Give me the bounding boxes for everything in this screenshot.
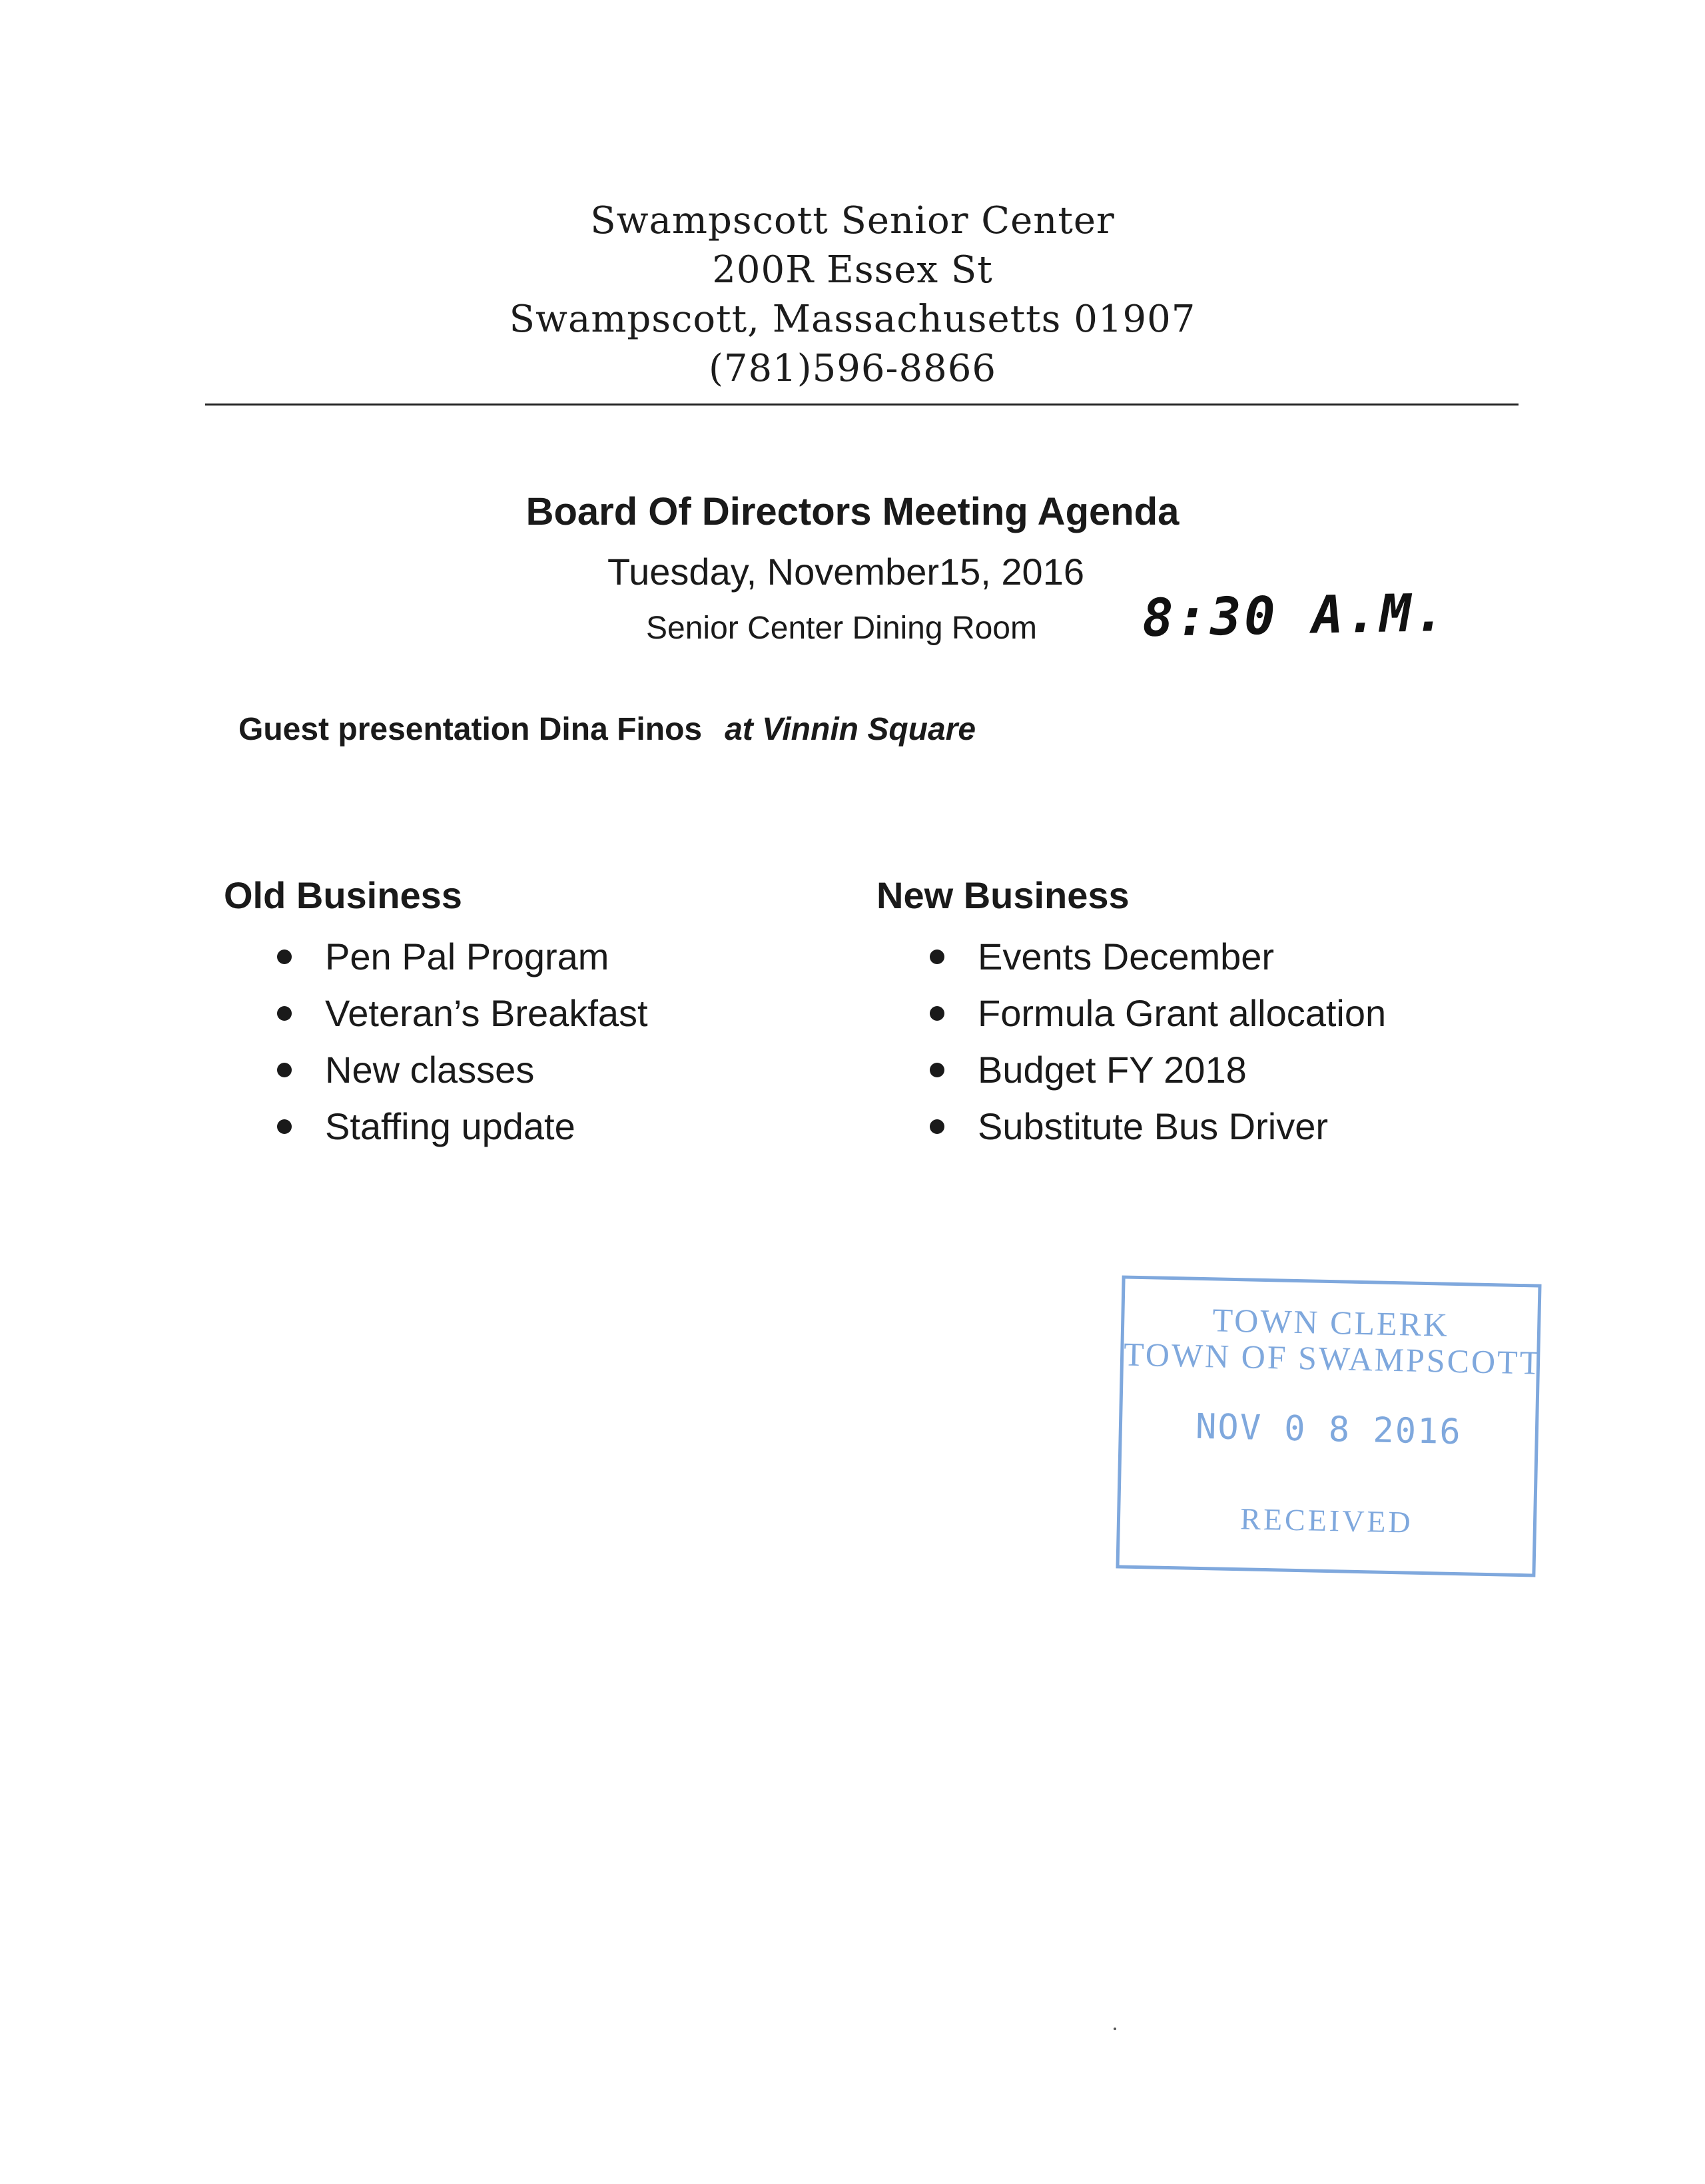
bullet-icon (277, 950, 292, 964)
guest-label: Guest presentation Dina Finos (238, 712, 703, 747)
list-item (224, 928, 648, 985)
city-state-zip: Swampscott, Massachusetts 01907 (509, 298, 1196, 341)
list-item-label: New classes (325, 1049, 535, 1091)
organization-name: Swampscott Senior Center (590, 199, 1115, 242)
list-item-label: Pen Pal Program (325, 936, 609, 977)
bullet-icon (930, 950, 944, 964)
new-business-heading: New Business (876, 874, 1130, 916)
stamp-date: NOV 0 8 2016 (1195, 1406, 1463, 1453)
list-item-label: Events December (978, 936, 1275, 977)
list-item-label: Staffing update (325, 1105, 575, 1147)
list-item (876, 928, 1386, 985)
meeting-date: Tuesday, November15, 2016 (607, 551, 1084, 593)
bullet-icon (930, 1006, 944, 1021)
new-business-section (876, 872, 1386, 1155)
bullet-icon (930, 1063, 944, 1077)
guest-presentation (238, 711, 976, 748)
letterhead-divider (205, 404, 1519, 406)
list-item-label: Substitute Bus Driver (978, 1105, 1328, 1147)
guest-venue: at Vinnin Square (725, 712, 976, 747)
stamp-town-name: TOWN OF SWAMPSCOTT (1123, 1335, 1542, 1382)
stamp-town-clerk: TOWN CLERK (1211, 1301, 1450, 1344)
scan-speck (1114, 2028, 1116, 2030)
meeting-location: Senior Center Dining Room (646, 611, 1037, 646)
list-item (876, 1041, 1386, 1098)
letterhead (0, 196, 1705, 394)
street-address: 200R Essex St (712, 248, 993, 292)
list-item (224, 1098, 648, 1155)
list-item-label: Formula Grant allocation (978, 992, 1387, 1034)
list-item-label: Budget FY 2018 (978, 1049, 1247, 1091)
list-item (876, 1098, 1386, 1155)
phone-number: (781)596-8866 (709, 347, 996, 390)
bullet-icon (277, 1006, 292, 1021)
stamp-received: RECEIVED (1239, 1502, 1414, 1539)
old-business-list (224, 928, 648, 1155)
old-business-heading: Old Business (224, 874, 462, 916)
handwritten-time: 8:30 A.M. (1142, 583, 1449, 649)
old-business-section (224, 872, 648, 1155)
bullet-icon (277, 1119, 292, 1134)
list-item-label: Veteran’s Breakfast (325, 992, 648, 1034)
meeting-title: Board Of Directors Meeting Agenda (525, 490, 1180, 533)
bullet-icon (277, 1063, 292, 1077)
new-business-list (876, 928, 1386, 1155)
received-stamp (1116, 1275, 1541, 1577)
list-item (224, 1041, 648, 1098)
list-item (224, 985, 648, 1041)
list-item (876, 985, 1386, 1041)
bullet-icon (930, 1119, 944, 1134)
